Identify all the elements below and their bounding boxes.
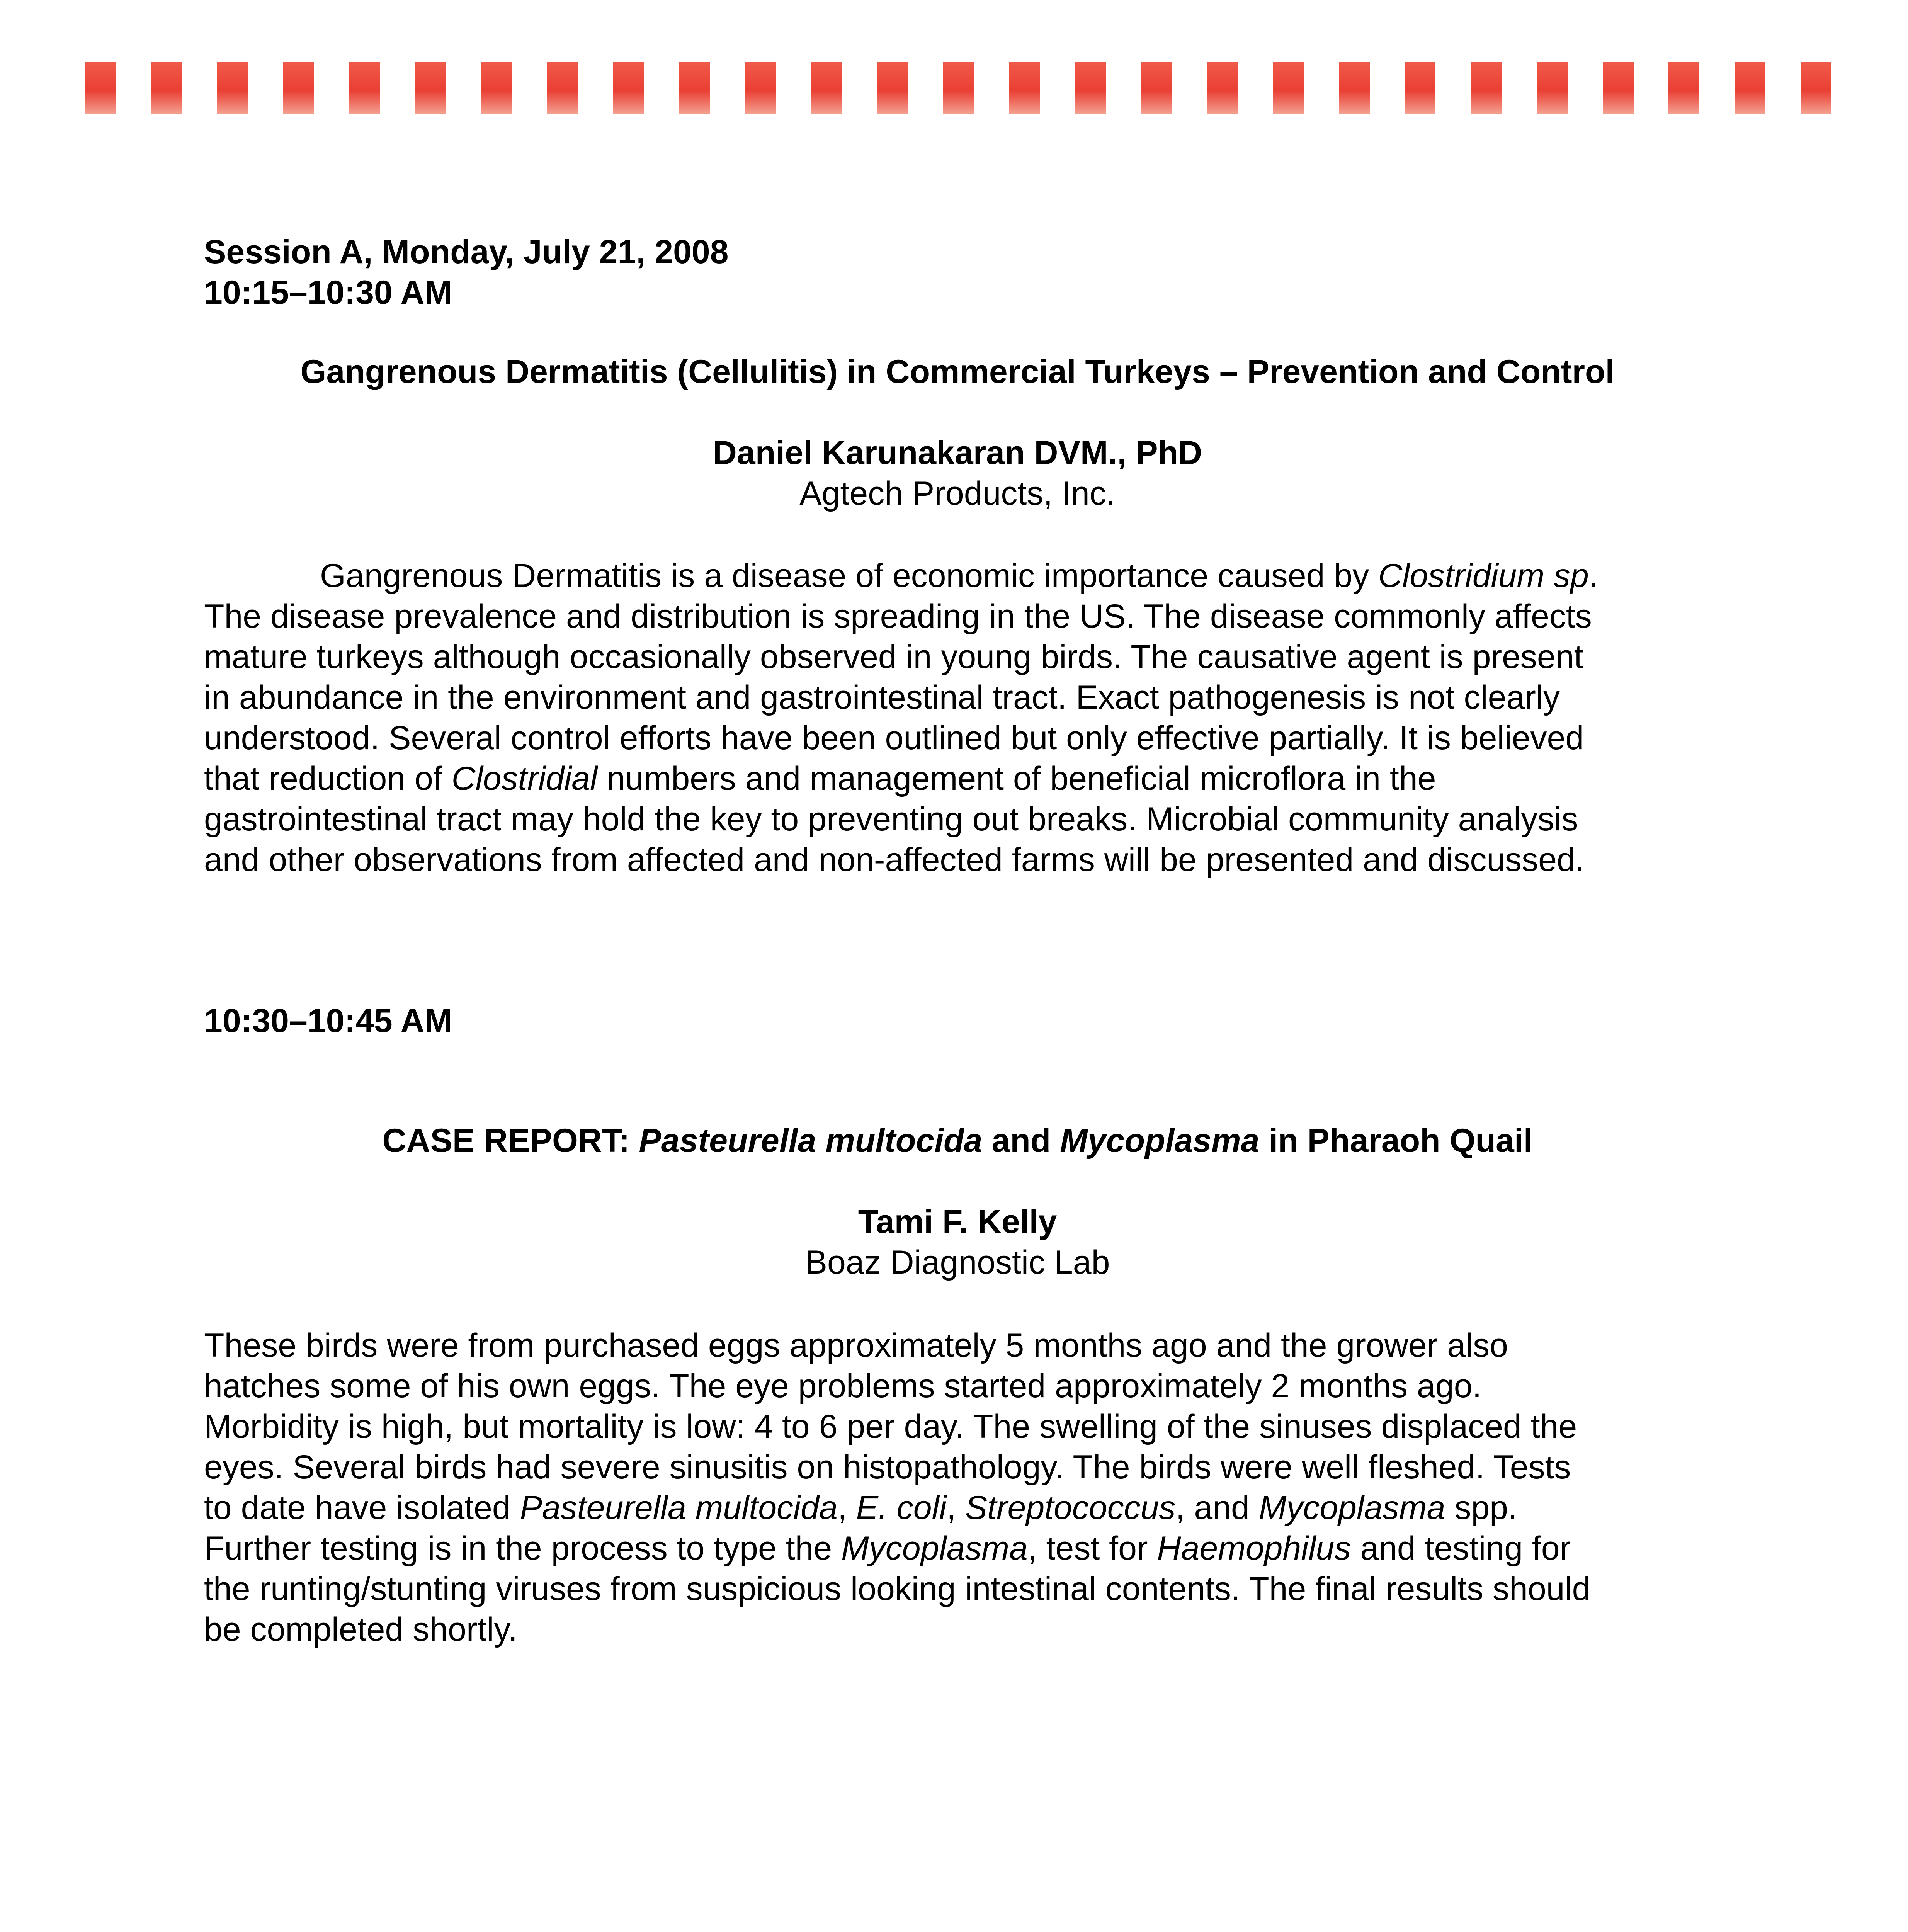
- header-square: [1075, 62, 1106, 114]
- header-square: [1405, 62, 1435, 114]
- header-square: [1141, 62, 1172, 114]
- header-square: [811, 62, 842, 114]
- session-2-time: [204, 1001, 1711, 1041]
- header-square: [679, 62, 710, 114]
- header-square: [481, 62, 512, 114]
- abstract-line: that reduction of Clostridial numbers and management of beneficial microflora in the: [204, 760, 1436, 797]
- session-line: Session A, Monday, July 21, 2008: [204, 233, 729, 270]
- header-square: [1603, 62, 1634, 114]
- header-square: [613, 62, 644, 114]
- talk-1-title: [204, 352, 1711, 392]
- abstract-line: eyes. Several birds had severe sinusitis on histopathology. The birds were well fleshed. Tests: [204, 1449, 1571, 1486]
- talk-2-byline: [204, 1202, 1711, 1283]
- header-square: [1471, 62, 1502, 114]
- abstract-line: to date have isolated Pasteurella multocida, E. coli, Streptococcus, and Mycoplasma spp.: [204, 1489, 1517, 1526]
- talk-1-byline: [204, 433, 1711, 514]
- abstract-line: Gangrenous Dermatitis is a disease of economic importance caused by Clostridium sp.: [320, 557, 1598, 594]
- header-square: [547, 62, 578, 114]
- abstract-line: be completed shortly.: [204, 1611, 518, 1648]
- abstract-line: mature turkeys although occasionally observed in young birds. The causative agent is present: [204, 638, 1583, 675]
- author-affiliation: Agtech Products, Inc.: [799, 475, 1116, 512]
- header-decoration: [85, 62, 1831, 120]
- header-square: [1009, 62, 1040, 114]
- talk-2-title: [204, 1121, 1711, 1161]
- abstract-line: and other observations from affected and non-affected farms will be presented and discussed.: [204, 841, 1585, 878]
- header-square: [1207, 62, 1238, 114]
- header-square: [415, 62, 446, 114]
- header-square: [1339, 62, 1370, 114]
- header-square: [85, 62, 116, 114]
- abstract-line: gastrointestinal tract may hold the key to preventing out breaks. Microbial community analysis: [204, 801, 1578, 838]
- abstract-line: Morbidity is high, but mortality is low: 4 to 6 per day. The swelling of the sinuses displaced the: [204, 1408, 1577, 1445]
- talk-1-abstract: [204, 556, 1711, 880]
- abstract-line: understood. Several control efforts have been outlined but only effective partially. It is believed: [204, 719, 1584, 757]
- session-time: 10:30–10:45 AM: [204, 1002, 452, 1039]
- abstract-line: The disease prevalence and distribution is spreading in the US. The disease commonly affects: [204, 598, 1592, 635]
- header-square: [349, 62, 380, 114]
- header-square: [943, 62, 974, 114]
- header-square: [283, 62, 314, 114]
- author-name: Tami F. Kelly: [858, 1203, 1057, 1240]
- author-affiliation: Boaz Diagnostic Lab: [805, 1244, 1110, 1281]
- header-square: [1537, 62, 1568, 114]
- talk-title: CASE REPORT: Pasteurella multocida and Mycoplasma in Pharaoh Quail: [382, 1122, 1533, 1159]
- abstract-line: Further testing is in the process to type the Mycoplasma, test for Haemophilus and testing for: [204, 1530, 1571, 1567]
- abstract-line: in abundance in the environment and gastrointestinal tract. Exact pathogenesis is not clearly: [204, 679, 1560, 716]
- header-square: [745, 62, 776, 114]
- session-a-heading: [204, 232, 1711, 313]
- header-square: [1801, 62, 1831, 114]
- talk-title: Gangrenous Dermatitis (Cellulitis) in Commercial Turkeys – Prevention and Control: [300, 353, 1615, 390]
- header-square: [1273, 62, 1304, 114]
- session-time: 10:15–10:30 AM: [204, 274, 452, 311]
- abstract-line: These birds were from purchased eggs approximately 5 months ago and the grower also: [204, 1327, 1508, 1364]
- header-square: [1735, 62, 1765, 114]
- header-square: [217, 62, 248, 114]
- abstract-line: the runting/stunting viruses from suspicious looking intestinal contents. The final results should: [204, 1570, 1591, 1607]
- header-square: [1668, 62, 1699, 114]
- author-name: Daniel Karunakaran DVM., PhD: [713, 434, 1202, 471]
- header-square: [151, 62, 182, 114]
- talk-2-abstract: [204, 1325, 1711, 1650]
- header-square: [877, 62, 908, 114]
- abstract-line: hatches some of his own eggs. The eye problems started approximately 2 months ago.: [204, 1367, 1482, 1405]
